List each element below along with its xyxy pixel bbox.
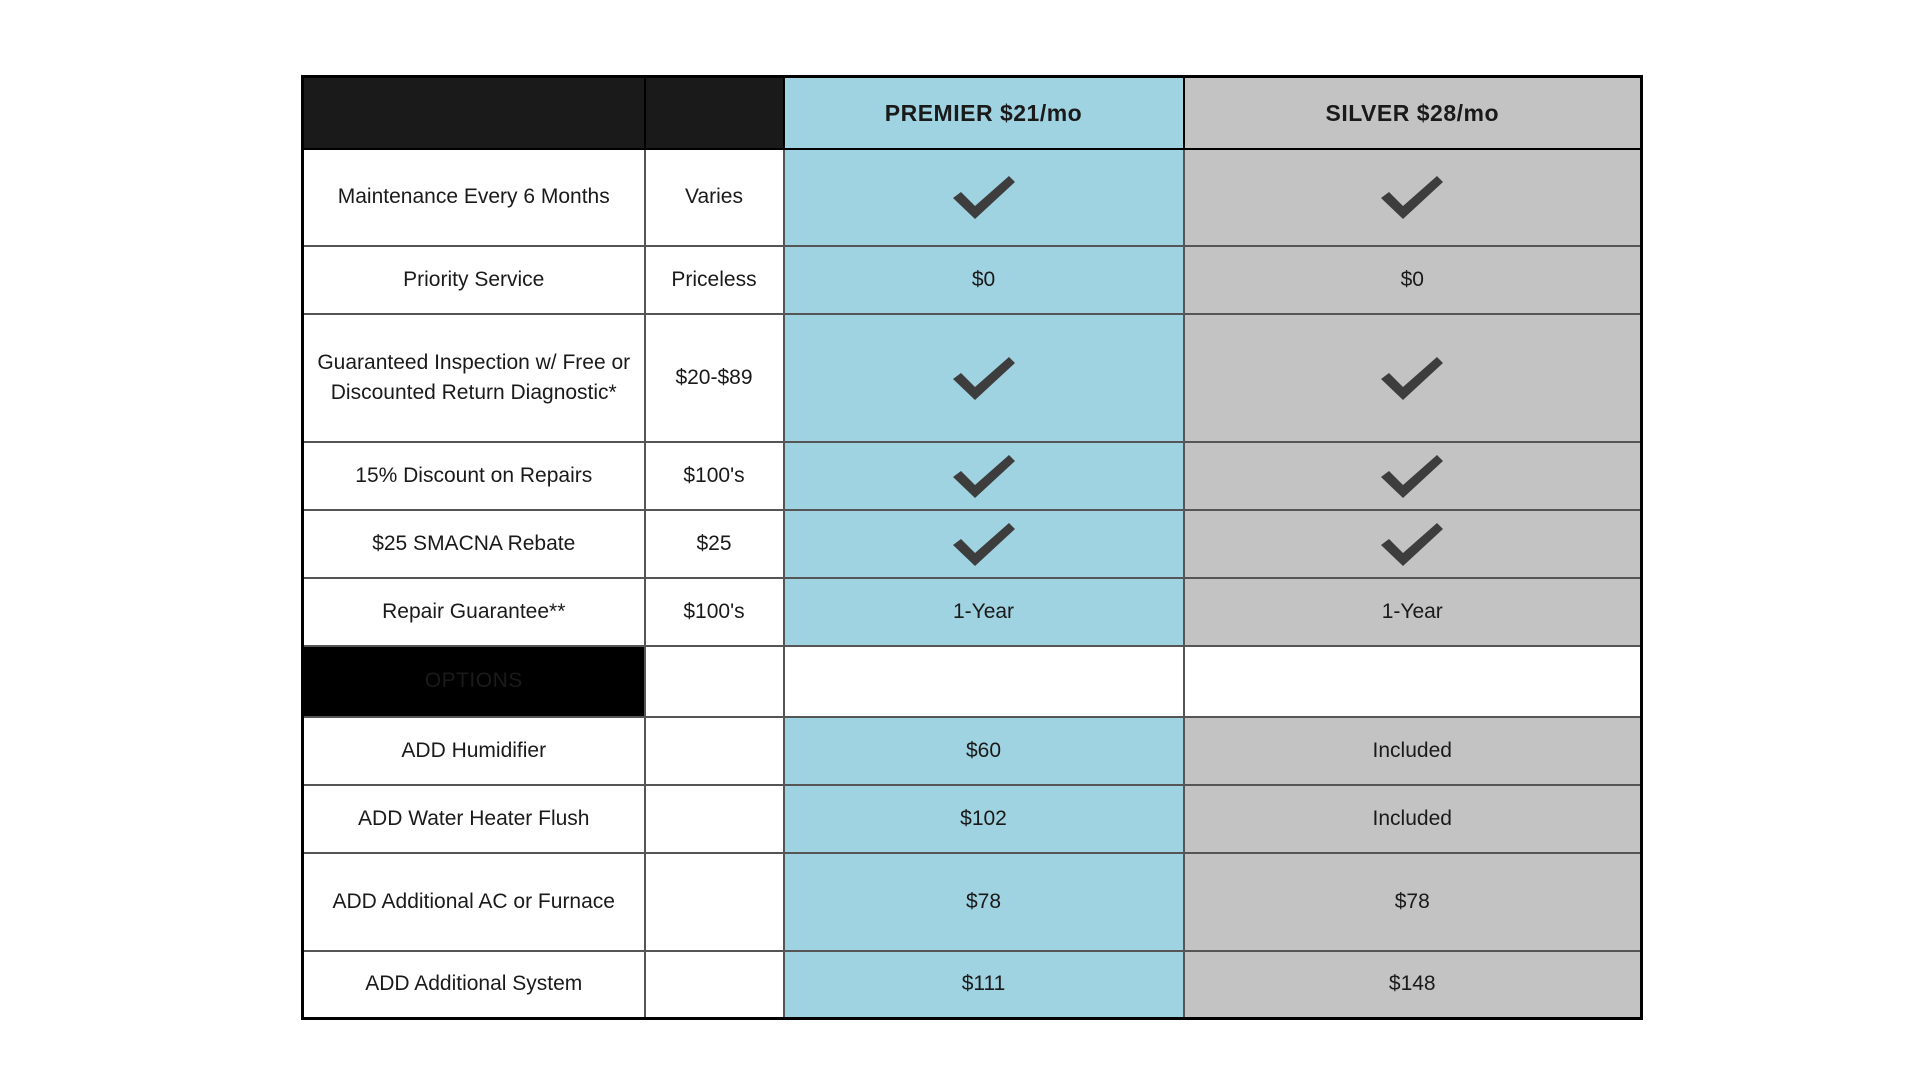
benefit-name: Repair Guarantee**: [303, 578, 645, 646]
benefit-name: $25 SMACNA Rebate: [303, 510, 645, 578]
check-icon: [951, 355, 1017, 401]
silver-cell: Included: [1184, 717, 1642, 785]
premier-cell: $78: [784, 853, 1184, 951]
benefit-value: $20-$89: [645, 314, 784, 442]
silver-plan-header: SILVER $28/mo: [1184, 77, 1642, 149]
option-name: ADD Water Heater Flush: [303, 785, 645, 853]
benefit-name: Priority Service: [303, 246, 645, 314]
premier-cell: $111: [784, 951, 1184, 1019]
empty-cell: [645, 951, 784, 1019]
option-name: ADD Additional AC or Furnace: [303, 853, 645, 951]
empty-cell: [645, 646, 784, 717]
premier-cell: [784, 149, 1184, 246]
check-icon: [951, 453, 1017, 499]
benefit-value: $100's: [645, 578, 784, 646]
silver-cell: 1-Year: [1184, 578, 1642, 646]
header-row: [303, 77, 1642, 149]
premier-cell: 1-Year: [784, 578, 1184, 646]
benefit-value: Priceless: [645, 246, 784, 314]
options-header-row: [303, 646, 1642, 717]
silver-cell: [1184, 149, 1642, 246]
silver-cell: $78: [1184, 853, 1642, 951]
check-icon: [951, 174, 1017, 220]
benefits-header: BENEFITS: [303, 77, 645, 149]
benefit-row: [303, 246, 1642, 314]
benefit-row: [303, 442, 1642, 510]
empty-cell: [1184, 646, 1642, 717]
premier-plan-header: PREMIER $21/mo: [784, 77, 1184, 149]
silver-cell: [1184, 314, 1642, 442]
premier-cell: [784, 442, 1184, 510]
check-icon: [1379, 174, 1445, 220]
empty-cell: [784, 646, 1184, 717]
benefit-name: 15% Discount on Repairs: [303, 442, 645, 510]
benefit-name: Maintenance Every 6 Months: [303, 149, 645, 246]
value-header: VALUE: [645, 77, 784, 149]
silver-cell: [1184, 442, 1642, 510]
benefit-row: [303, 578, 1642, 646]
benefit-value: $100's: [645, 442, 784, 510]
silver-cell: Included: [1184, 785, 1642, 853]
silver-cell: $148: [1184, 951, 1642, 1019]
premier-cell: [784, 510, 1184, 578]
plans-comparison-table: [301, 75, 1643, 1020]
option-row: [303, 951, 1642, 1019]
premier-cell: $102: [784, 785, 1184, 853]
silver-cell: [1184, 510, 1642, 578]
option-name: ADD Additional System: [303, 951, 645, 1019]
benefit-row: [303, 149, 1642, 246]
check-icon: [1379, 355, 1445, 401]
empty-cell: [645, 785, 784, 853]
option-row: [303, 785, 1642, 853]
benefit-row: [303, 510, 1642, 578]
option-name: ADD Humidifier: [303, 717, 645, 785]
check-icon: [1379, 453, 1445, 499]
benefit-value: Varies: [645, 149, 784, 246]
option-row: [303, 717, 1642, 785]
option-row: [303, 853, 1642, 951]
empty-cell: [645, 717, 784, 785]
empty-cell: [645, 853, 784, 951]
silver-cell: $0: [1184, 246, 1642, 314]
benefit-row: [303, 314, 1642, 442]
benefit-value: $25: [645, 510, 784, 578]
premier-cell: [784, 314, 1184, 442]
premier-cell: $0: [784, 246, 1184, 314]
premier-cell: $60: [784, 717, 1184, 785]
options-header: OPTIONS: [303, 646, 645, 717]
check-icon: [951, 521, 1017, 567]
benefit-name: Guaranteed Inspection w/ Free or Discounted Return Diagnostic*: [303, 314, 645, 442]
check-icon: [1379, 521, 1445, 567]
